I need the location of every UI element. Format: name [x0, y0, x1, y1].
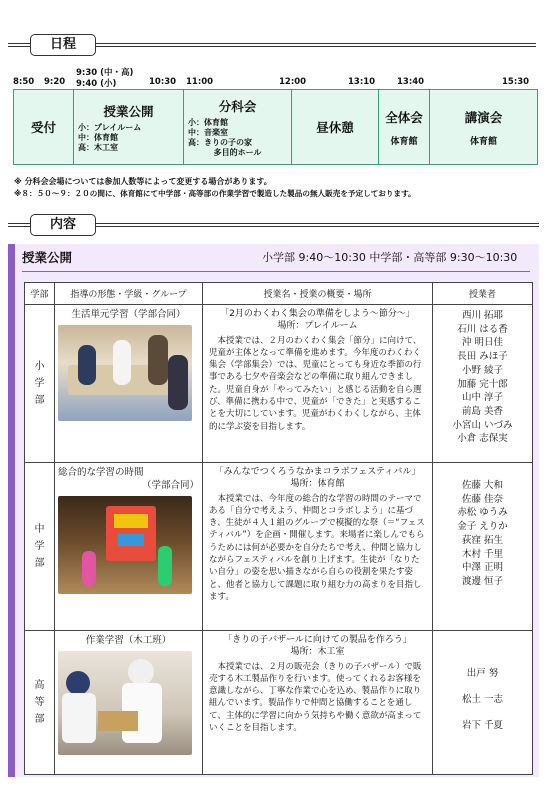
time-label: 8:50: [13, 77, 35, 87]
schedule-breakout: 分科会 小：体育館 中：音楽室 高：きりの子の家 多目的ホール: [184, 90, 292, 164]
header-lesson: 授業名・授業の概要・場所: [203, 283, 433, 305]
dept-cell: 高等部: [25, 631, 55, 775]
lesson-table: [24, 282, 533, 775]
content-header: 内容: [8, 214, 539, 236]
time-label: 13:40: [397, 77, 425, 87]
dept-cell: 中学部: [25, 463, 55, 631]
table-row: [25, 631, 533, 775]
form-cell: 作業学習（木工班）: [55, 631, 203, 775]
time-label: 10:30: [149, 77, 177, 87]
table-header-row: [25, 283, 533, 305]
teacher-cell: 西川 拓耶 石川 はる香 沖 明日佳 長田 みほ子 小野 綾子 加藤 完十郎 山中 淳子 前島 美香 小宮山 いづみ 小倉 志保実: [433, 305, 533, 463]
form-cell: 総合的な学習の時間 （学部合同）: [55, 463, 203, 631]
schedule-reception: 受付: [14, 90, 74, 164]
form-cell: 生活単元学習（学部合同）: [55, 305, 203, 463]
table-row: [25, 305, 533, 463]
time-label: 9:40 (小): [76, 79, 117, 89]
schedule-bar: [13, 89, 538, 165]
lesson-cell: 「きりの子バザールに向けての製品を作ろう」 場所：木工室 本授業では、２月の販売会（きりの子バザール）で販売する木工製品作りを行います。使ってくれるお客様を意識しながら、丁寧な作業で心を込め、製品作りに取り組んでいます。製品作りで仲間と協働することを通して、主体的に学習に向かう気持ちや働く意欲が高まっていくことを目指します。: [203, 631, 433, 775]
schedule-note: ※８：５０～９：２０の間に、体育館にて中学部・高等部の作業学習で製造した製品の無人販売を予定しております。: [14, 189, 416, 198]
lesson-photo: [58, 325, 192, 421]
header-dept: 学部: [25, 283, 55, 305]
teacher-cell: 出戸 努 松土 一志 岩下 千夏: [433, 631, 533, 775]
schedule-plenary: 全体会 体育館: [379, 90, 430, 164]
lesson-photo: [58, 651, 192, 755]
table-row: [25, 463, 533, 631]
schedule-lunch: 昼休憩: [292, 90, 379, 164]
time-label: 12:00: [279, 77, 307, 87]
time-label: 15:30: [502, 77, 530, 87]
section-title: 授業公開: [22, 250, 73, 265]
section-time: 小学部 9:40～10:30 中学部・高等部 9:30～10:30: [262, 251, 518, 264]
header-form: 指導の形態・学級・グループ: [55, 283, 203, 305]
schedule-lecture: 講演会 体育館: [464, 109, 503, 147]
lesson-cell: 「2月のわくわく集会の準備をしよう～節分～」 場所：プレイルーム 本授業では、２月のわくわく集会「節分」に向けて、児童が主体となって準備を進めます。今年度のわくわく集会（学部集会）では、児童にとっても身近な季節の行事である七夕や音楽会などの準備に取り組んできました。児童自身が「やってみたい」と感じる活動を自ら選び、準備に携わる中で、児童が「できた」と実感することを大切にしています。児童がわくわくしながら、主体的に学ぶ姿を目指します。: [203, 305, 433, 463]
schedule-note: ※ 分科会会場については参加人数等によって変更する場合があります。: [14, 177, 272, 186]
time-label: 13:10: [348, 77, 376, 87]
teacher-cell: 佐藤 大和 佐藤 佳奈 赤松 ゆうみ 金子 えりか 荻窪 拓生 木村 千里 中澤 正明 渡邊 恒子: [433, 463, 533, 631]
schedule-open-class: 授業公開 小：プレイルーム 中：体育館 高：木工室: [74, 90, 184, 164]
header-teacher: 授業者: [433, 283, 533, 305]
lesson-cell: 「みんなでつくろうなかまコラボフェスティバル」 場所：体育館 本授業では、今年度の総合的な学習の時間のテーマである「自分で考えよう、仲間とコラボしよう」に基づき、生徒が４人１組のグループで模擬的な祭（＝“フェスティバル”）を企画・開催します。来場者に楽しんでもらうためには何が必要かを自分たちで考え、仲間と協力しながらフェスティバルを創り上げます。生徒が「なりたい自分」の姿を思い描きながら自らの役割を果たす姿と、他者と協力して課題に取り組む力の高まりを目指します。: [203, 463, 433, 631]
time-label: 9:30 (中・高): [76, 68, 134, 78]
lesson-photo: [58, 496, 192, 594]
time-label: 11:00: [186, 77, 214, 87]
time-label: 9:20: [44, 77, 66, 87]
divider: [22, 271, 530, 272]
schedule-header: 日程: [8, 34, 536, 56]
dept-cell: 小学部: [25, 305, 55, 463]
